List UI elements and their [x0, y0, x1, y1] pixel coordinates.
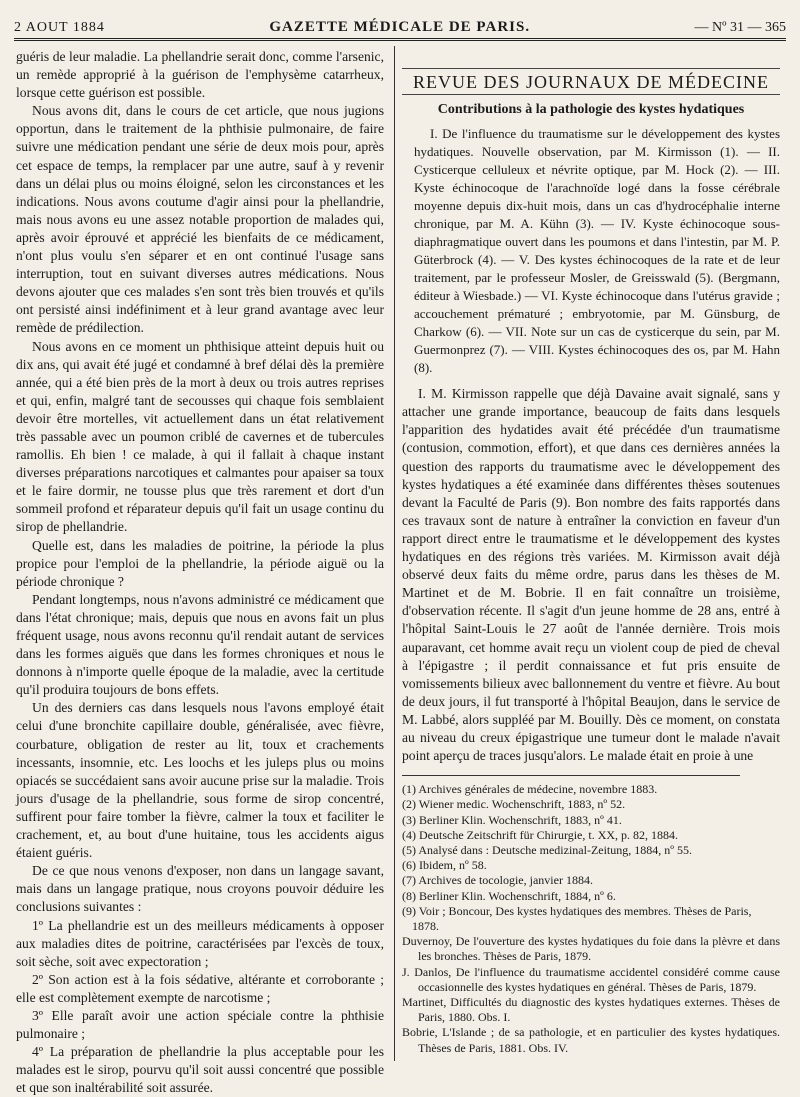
article-title: Contributions à la pathologie des kystes hydatiques: [437, 102, 745, 118]
footnote: (2) Wiener medic. Wochenschrift, 1883, nº 52.: [402, 797, 626, 812]
footnote-rule: [402, 775, 740, 776]
reference: Duvernoy, De l'ouverture des kystes hydatiques du foie dans la plèvre et dans les bronches. Thèses de Paris, 1879.: [402, 934, 780, 964]
conclusion-item: 4º La préparation de phellandrie la plus acceptable pour les malades est le sirop, pourvu qu'il soit aussi concentré que possible et que son inaltérabilité soit assurée.: [16, 1044, 384, 1096]
article-body: I. M. Kirmisson rappelle que déjà Davaine avait signalé, sans y attacher une grande importance, beaucoup de faits dans lesquels l'apparition des hydatides avait été précédée d'un traumatisme (contusion, commotion, effort), et que dans ces dernières années la question des rapports du traumatisme avec le développement des kystes hydatiques a été examinée dans différentes thèses soutenues devant la Faculté de Paris (9). Bon nombre des faits rapportés dans ces travaux sont de nature à entraîner la conviction en faveur d'un rapport direct entre le traumatisme et le développement des kystes hydatiques en des régions très variées. M. Kirmisson avait déjà observé deux faits du même ordre, parus dans les thèses de M. Martinet et de M. Bobrie. Il en fait connaître un troisième, d'observation récente. Il s'agit d'un jeune homme de 28 ans, entré à l'hôpital Saint-Louis le 27 août de l'année dernière. Trois mois auparavant, cet homme avait reçu un violent coup de pied de cheval à l'épigastre ; il perdit connaissance et fut pris ensuite de vomissements bilieux avec ballonnement du ventre et fièvre. Au bout de deux jours, il fut transporté à l'hôpital Beaujon, dans le service de M. Labbé, alors suppléé par M. Bouilly. Dès ce moment, on constata au niveau du creux épigastrique une tumeur dont le malade n'avait point aperçu de traces jusqu'alors. Le malade était en proie à une: [402, 386, 780, 764]
paragraph: Nous avons en ce moment un phthisique atteint depuis huit ou dix ans, qui avait été jugé et condamné à bref délai dès la première année, qui a été bien près de la mort à deux ou trois autres reprises et qui, enfin, malgré tant de secousses qui chaque fois semblaient devoir être mortelles, vit actuellement dans un état relativement très passable avec un poumon criblé de cavernes et de tubercules ramollis. Eh bien ! ce malade, à qui il fallait à chaque instant diverses préparations narcotiques et calmantes pour apaiser sa toux et le faire dormir, ne tousse plus que très rarement et dort d'un sommeil profond et réparateur depuis qu'il fait un usage continu du sirop de phellandrie.: [16, 338, 384, 535]
conclusion-item: 3º Elle paraît avoir une action spéciale contre la phthisie pulmonaire ;: [16, 1007, 384, 1042]
header-rule: [14, 38, 786, 41]
footnote: (5) Analysé dans : Deutsche medizinal-Zeitung, 1884, nº 55.: [402, 842, 692, 857]
header-date: 2 AOUT 1884: [14, 20, 105, 35]
footnote: (4) Deutsche Zeitschrift für Chirurgie, t. XX, p. 82, 1884.: [402, 827, 679, 842]
footnote: (6) Ibidem, nº 58.: [402, 858, 487, 873]
article-summary: I. De l'influence du traumatisme sur le développement des kystes hydatiques. Nouvelle observation, par M. Kirmisson (1). — II. Cysticerque celluleux et névrite optique, par M. Hock (2). — III. Kyste échinocoque de l'arachnoïde logé dans la fosse cérébrale moyenne depuis dix-huit mois, dans un cas d'hydrocéphalie interne chronique, par M. A. Kühn (3). — IV. Kyste échinocoque sous-diaphragmatique ouvert dans les poumons et dans l'intestin, par M. P. Güterbrock (4). — V. Des kystes échinocoques de la rate et de leur traitement, par le professeur Mosler, de Greisswald (5). (Bergmann, éditeur à Wiesbade.) — VI. Kyste échinocoque dans l'utérus gravide ; accouchement prématuré ; embryotomie, par M. Günsburg, de Charkow (6). — VII. Note sur un cas de cysticerque du sein, par M. Guermonprez (7). — VIII. Kystes échinocoques des os, par M. Hahn (8).: [414, 126, 780, 376]
paragraph: Un des derniers cas dans lesquels nous l'avons employé était celui d'une bronchite capillaire double, généralisée, avec fièvre, courbature, obligation de rester au lit, toux et crachements incessants, insomnie, etc. Les loochs et les juleps plus ou moins opiacés se succédaient sans avoir aucune prise sur la maladie. Trois jours d'usage de la phellandrie, sous forme de sirop concentré, suffirent pour faire tomber la fièvre, calmer la toux et faciliter le crachement, et, au bout d'une huitaine, tous les accidents aigus étaient guéris.: [16, 700, 384, 861]
header-issue-page: — Nº 31 — 365: [694, 20, 786, 35]
conclusion-item: 2º Son action est à la fois sédative, altérante et corroborante ; elle est complètement exempte de narcotisme ;: [16, 971, 384, 1005]
paragraph: Quelle est, dans les maladies de poitrine, la période la plus propice pour l'emploi de la phellandrie, la période aiguë ou la période chronique ?: [16, 537, 384, 589]
reference: J. Danlos, De l'influence du traumatisme accidentel considéré comme cause occasionnelle des kystes hydatiques en général. Thèses de Paris, 1879.: [402, 964, 780, 994]
paragraph: Pendant longtemps, nous n'avons administré ce médicament que dans l'état chronique; mais, depuis que nous en avons fait un plus fréquent usage, nous avons reconnu qu'il rendait autant de services dans les formes aiguës que dans les formes chroniques et nous le donnons à n'importe quelle époque de la maladie, avec la certitude qu'il produira toujours de bons effets.: [16, 591, 384, 698]
footnotes: [402, 782, 780, 934]
page-header: [14, 8, 786, 36]
header-title: GAZETTE MÉDICALE DE PARIS.: [269, 19, 531, 35]
right-column: [402, 48, 780, 1065]
column-divider: [394, 46, 395, 1061]
conclusion-item: 1º La phellandrie est un des meilleurs médicaments à opposer aux maladies dites de poitrine, caractérisées par l'excès de toux, soit sèche, soit avec expectoration ;: [16, 917, 384, 969]
thesis-references: [402, 934, 780, 1056]
paragraph: guéris de leur maladie. La phellandrie serait donc, comme l'arsenic, un remède approprié à la guérison de l'emphysème catarrheux, lorsque cette guérison est possible.: [16, 49, 384, 101]
left-column: [16, 48, 384, 1096]
section-title: REVUE DES JOURNAUX DE MÉDECINE: [402, 68, 780, 95]
footnote: (7) Archives de tocologie, janvier 1884.: [402, 873, 593, 888]
reference: Martinet, Difficultés du diagnostic des kystes hydatiques externes. Thèses de Paris, 1880. Obs. I.: [402, 995, 780, 1025]
paragraph: De ce que nous venons d'exposer, non dans un langage savant, mais dans un langage pratique, nous croyons pouvoir déduire les conclusions suivantes :: [16, 863, 384, 915]
footnote: (1) Archives générales de médecine, novembre 1883.: [402, 782, 658, 797]
paragraph: Nous avons dit, dans le cours de cet article, que nous jugions opportun, dans le traitement de la phthisie pulmonaire, de faire suivre une médication pendant une série de deux mois pour, après cet espace de temps, la remplacer par une autre, sauf à y revenir dans un délai plus ou moins éloigné, selon les circonstances et les indications. Nous avons coutume d'agir ainsi pour la phellandrie, mais nous avons eu une assez notable proportion de malades qui, après avoir éprouvé et apprécié les bienfaits de ce médicament, n'ont plus voulu s'en séparer et en ont continué l'usage sans interruption, tout en suivant diverses autres médications. Nous devons ajouter que ces malades s'en sont très bien trouvés et qu'ils ont persisté ainsi indéfiniment et à leur grand avantage avec leur remède de prédilection.: [16, 103, 384, 336]
footnote: (3) Berliner Klin. Wochenschrift, 1883, nº 41.: [402, 812, 622, 827]
footnote: (8) Berliner Klin. Wochenschrift, 1884, nº 6.: [402, 888, 616, 903]
reference: Bobrie, L'Islande ; de sa pathologie, et en particulier des kystes hydatiques. Thèses de Paris, 1881. Obs. IV.: [402, 1025, 780, 1055]
footnote: (9) Voir ; Boncour, Des kystes hydatiques des membres. Thèses de Paris, 1878.: [402, 903, 752, 933]
